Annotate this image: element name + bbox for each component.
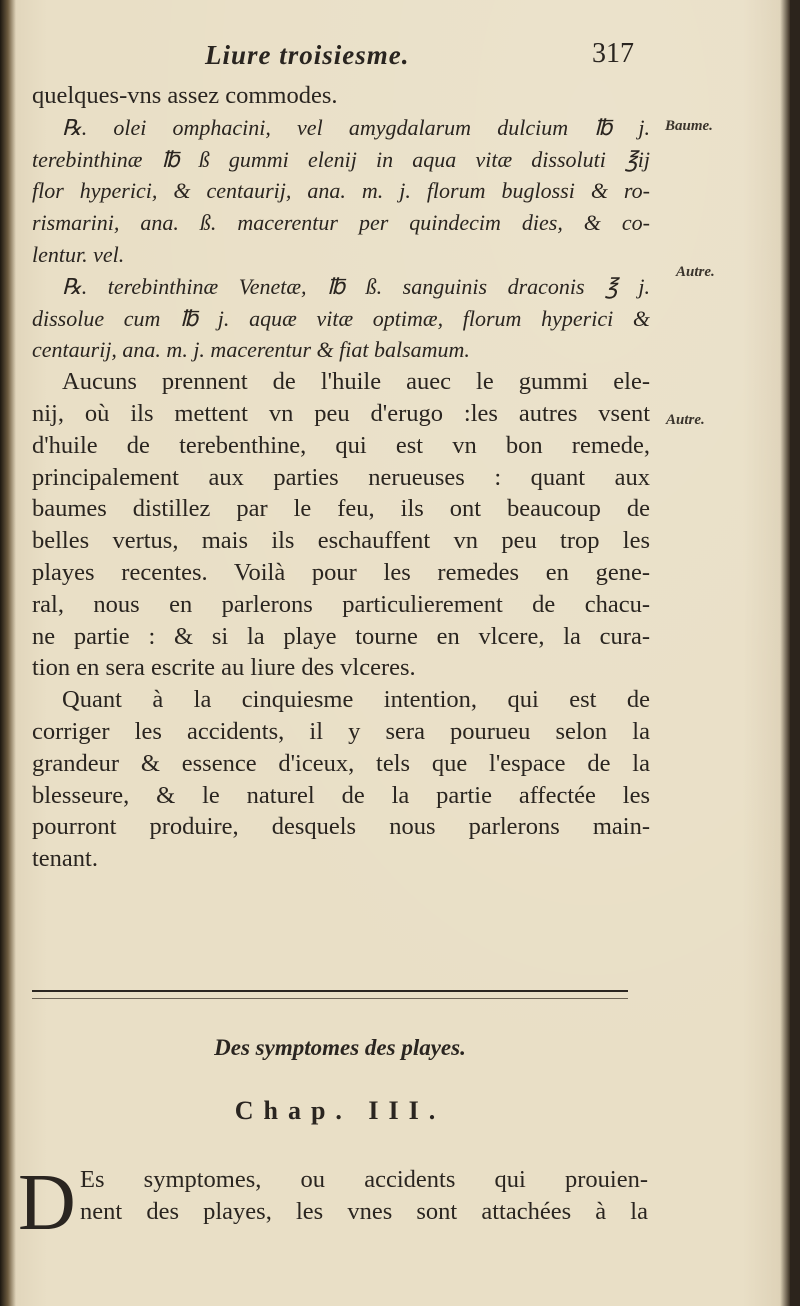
page-edge bbox=[780, 0, 790, 1306]
section-rule-thin bbox=[32, 998, 628, 999]
recipe-line: flor hyperici, & centaurij, ana. m. j. florum buglossi & ro- bbox=[32, 178, 650, 204]
margin-note: Autre. bbox=[676, 264, 715, 280]
recipe-line: terebinthinæ ℔ ß gummi elenij in aqua vitæ dissoluti ℥ij bbox=[32, 146, 650, 172]
text-line: belles vertus, mais ils eschauffent vn peu trop les bbox=[32, 527, 650, 555]
text-line: quelques-vns assez commodes. bbox=[32, 82, 338, 109]
recipe-line: ℞. terebinthinæ Venetæ, ℔ ß. sanguinis draconis ℥ j. bbox=[62, 273, 650, 299]
text-line: baumes distillez par le feu, ils ont beaucoup de bbox=[32, 495, 650, 523]
text-line: nij, où ils mettent vn peu d'erugo :les autres vsent bbox=[32, 399, 650, 427]
margin-note: Autre. bbox=[666, 412, 705, 428]
recipe-line: ℞. olei omphacini, vel amygdalarum dulcium ℔ j. bbox=[62, 114, 650, 140]
section-rule bbox=[32, 990, 628, 992]
section-title: Des symptomes des playes. bbox=[214, 1035, 466, 1060]
text-line: ral, nous en parlerons particulierement de chacu- bbox=[32, 590, 650, 618]
text-line: corriger les accidents, il y sera pourueu selon la bbox=[32, 717, 650, 745]
page-number: 317 bbox=[592, 38, 634, 69]
recipe-line: rismarini, ana. ß. macerentur per quindecim dies, & co- bbox=[32, 210, 650, 236]
text-line: grandeur & essence d'iceux, tels que l'espace de la bbox=[32, 749, 650, 777]
text-line: playes recentes. Voilà pour les remedes en gene- bbox=[32, 558, 650, 586]
text-line: tion en sera escrite au liure des vlceres. bbox=[32, 654, 416, 682]
text-line: nent des playes, les vnes sont attachées à la bbox=[80, 1197, 648, 1225]
recipe-line: lentur. vel. bbox=[32, 241, 125, 267]
page-header bbox=[0, 38, 790, 82]
text-line: principalement aux parties nerueuses : quant aux bbox=[32, 463, 650, 491]
margin-note: Baume. bbox=[665, 118, 713, 134]
chapter-heading: Chap. III. bbox=[234, 1096, 446, 1125]
running-title: Liure troisiesme. bbox=[205, 40, 410, 70]
text-line: blesseure, & le naturel de la partie affectée les bbox=[32, 781, 650, 809]
text-line: d'huile de terebenthine, qui est vn bon remede, bbox=[32, 431, 650, 459]
recipe-line: centaurij, ana. m. j. macerentur & fiat balsamum. bbox=[32, 337, 470, 363]
text-line: ne partie : & si la playe tourne en vlcere, la cura- bbox=[32, 622, 650, 650]
text-line: Aucuns prennent de l'huile auec le gummi ele- bbox=[62, 368, 650, 396]
text-line: Es symptomes, ou accidents qui prouien- bbox=[80, 1166, 648, 1193]
main-text bbox=[32, 80, 650, 875]
text-line: tenant. bbox=[32, 845, 98, 873]
recipe-line: dissolue cum ℔ j. aquæ vitæ optimæ, florum hyperici & bbox=[32, 305, 650, 331]
drop-cap: D bbox=[18, 1159, 76, 1247]
text-line: Quant à la cinquiesme intention, qui est de bbox=[62, 686, 650, 714]
text-line: pourront produire, desquels nous parlerons main- bbox=[32, 813, 650, 841]
